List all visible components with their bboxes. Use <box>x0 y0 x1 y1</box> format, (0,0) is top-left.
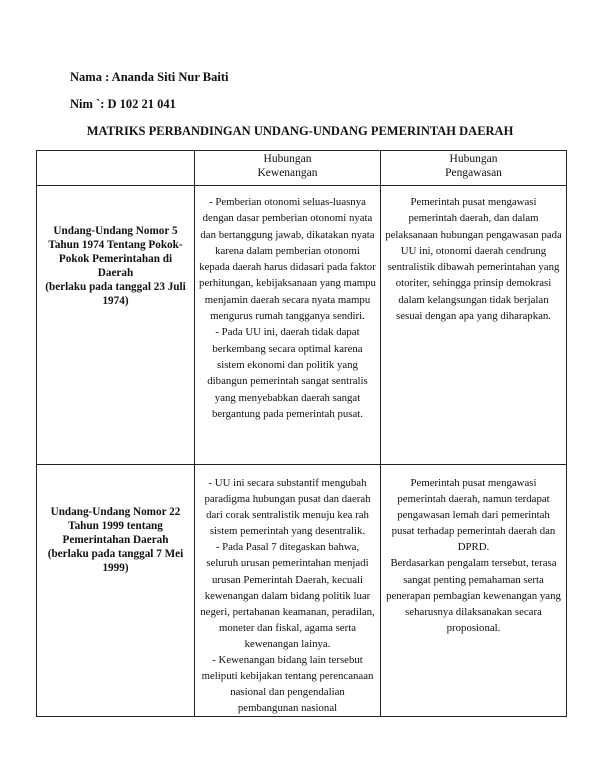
kewenangan-cell <box>195 186 381 465</box>
law-title: Undang-Undang Nomor 5 Tahun 1974 Tentang Pokok-Pokok Pemerintahan di Daerah <box>48 225 183 279</box>
table-row <box>37 465 567 717</box>
kewenangan-paragraph: - UU ini secara substantif mengubah paradigma hubungan pusat dan daerah dari corak sentralistik menuju kea rah sistem pemerintah yang desentralik. <box>204 477 371 538</box>
header-kewenangan <box>195 151 381 186</box>
law-cell <box>37 186 195 465</box>
comparison-matrix <box>36 150 567 717</box>
pengawasan-cell <box>381 465 567 717</box>
header-kewenangan-line1: Hubungan <box>263 153 312 165</box>
kewenangan-paragraph: - Pada UU ini, daerah tidak dapat berkembang secara optimal karena sistem ekonomi dan politik yang dibangun pemerintah sangat sentralis yang menyebabkan daerah sangat bergantung pada pemerintah pusat. <box>207 326 368 420</box>
law-cell <box>37 465 195 717</box>
pengawasan-paragraph: Pemerintah pusat mengawasi pemerintah daerah, dan dalam pelaksanaan hubungan pengawasan pada UU ini, otonomi daerah cendrung sentralistik dibawah pemerintahan yang otoriter, sehingga prinsip demokrasi dalam kelangsungan tidak berjalan sesuai dengan apa yang diharapkan. <box>385 196 562 323</box>
document-title: MATRIKS PERBANDINGAN UNDANG-UNDANG PEMERINTAH DAERAH <box>86 124 514 138</box>
student-nim: Nim `: D 102 21 041 <box>70 97 176 111</box>
header-pengawasan-line2: Pengawasan <box>445 167 502 179</box>
header-empty-cell <box>37 151 195 186</box>
kewenangan-paragraph: - Kewenangan bidang lain tersebut meliputi kebijakan tentang perencanaan nasional dan pengendalian pembangunan nasional <box>201 654 374 715</box>
kewenangan-paragraph: - Pada Pasal 7 ditegaskan bahwa, seluruh urusan pemerintahan menjadi urusan Pemerintah Daerah, kecuali kewenangan dalam bidang politik luar negeri, pertahanan keamanan, peradilan, moneter dan fiskal, agama serta kewenangan lainya. <box>200 541 375 650</box>
kewenangan-cell <box>195 465 381 717</box>
law-title: Undang-Undang Nomor 22 Tahun 1999 tentang Pemerintahan Daerah <box>50 506 181 546</box>
pengawasan-paragraph: Berdasarkan pengalam tersebut, terasa sangat penting pemahaman serta penerapan pembagian kewenangan yang seharusnya dilaksanakan secara proposional. <box>386 557 561 634</box>
header-pengawasan-line1: Hubungan <box>449 153 498 165</box>
table-header-row <box>37 151 567 186</box>
kewenangan-paragraph: - Pemberian otonomi seluas-luasnya dengan dasar pemberian otonomi nyata dan bertanggung jawab, dikatakan nyata karena dalam pemberian otonomi kepada daerah harus didasari pada faktor perhitungan, kebijaksanaan yang mampu menjamin daerah secara nyata mampu mengurus rumah tangganya sendiri. <box>199 196 376 323</box>
pengawasan-paragraph: Pemerintah pusat mengawasi pemerintah daerah, namun terdapat pengawasan lemah dari pemerintah pusat terhadap pemerintah daerah dan DPRD. <box>391 477 556 554</box>
table-row <box>37 186 567 465</box>
header-kewenangan-line2: Kewenangan <box>257 167 318 179</box>
law-validity-note: (berlaku pada tanggal 23 Juli 1974) <box>45 281 186 307</box>
student-name: Nama : Ananda Siti Nur Baiti <box>70 70 229 84</box>
header-pengawasan <box>381 151 567 186</box>
law-validity-note: (berlaku pada tanggal 7 Mei 1999) <box>47 548 184 574</box>
pengawasan-cell <box>381 186 567 465</box>
